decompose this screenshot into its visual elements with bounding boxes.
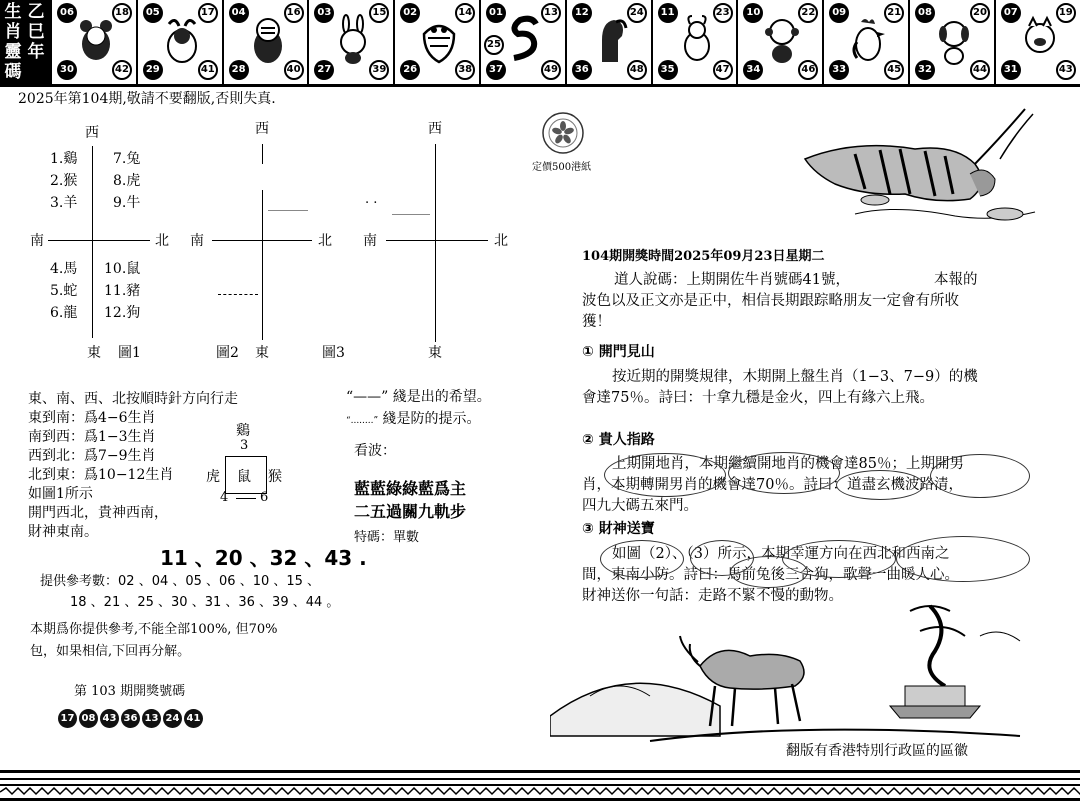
- zodiac-number: 02: [400, 3, 420, 23]
- zodiac-number: 26: [400, 60, 420, 80]
- landscape-illustration: [550, 596, 1030, 756]
- item-ox: 9.牛: [113, 195, 141, 211]
- zodiac-cell: [651, 0, 738, 84]
- ref-numbers: [40, 572, 320, 591]
- s3-line3: 財神送你一句話：走路不緊不慢的動物。: [582, 588, 843, 604]
- ref-line2: 18 、21 、25 、30 、31 、36 、39 、44 。: [70, 595, 340, 610]
- legend-solid-symbol: “——”: [346, 389, 389, 405]
- zodiac-number: 14: [455, 3, 475, 23]
- item-dragon: 6.龍: [50, 305, 78, 321]
- brand-title: 生肖靈碼: [4, 2, 22, 82]
- wave-title: 看波：: [354, 443, 396, 459]
- fig3-north: 北: [494, 233, 508, 249]
- ref-label: 提供參考數：: [40, 574, 119, 589]
- zodiac-number: 08: [915, 3, 935, 23]
- rule-line: 南到西：爲1−3生肖: [28, 429, 156, 445]
- fig2-west: 西: [255, 121, 269, 137]
- draw-ball: 41: [184, 709, 203, 728]
- item-pig: 11.豬: [104, 283, 141, 299]
- draw-ball: 13: [142, 709, 161, 728]
- rule-line: 如圖1所示: [28, 486, 93, 502]
- main-numbers: 11 、20 、32 、43 .: [160, 546, 367, 570]
- draw-time: 104期開獎時間2025年09月23日星期二: [582, 249, 825, 264]
- mini-center: 鼠: [237, 469, 251, 485]
- zodiac-number: 07: [1001, 3, 1021, 23]
- zodiac-cell: [994, 0, 1080, 84]
- mini-bottom-left: 4: [220, 490, 229, 505]
- item-horse: 4.馬: [50, 261, 78, 277]
- bottom-border: [0, 770, 1080, 801]
- zodiac-number: 35: [658, 60, 678, 80]
- zodiac-number: 17: [198, 3, 218, 23]
- item-snake: 5.蛇: [50, 283, 78, 299]
- zodiac-number: 13: [541, 3, 561, 23]
- ox-icon: [163, 14, 201, 66]
- zodiac-number: 43: [1056, 60, 1076, 80]
- zodiac-number: 16: [284, 3, 304, 23]
- fig2-east: 東: [255, 345, 269, 361]
- item-tiger: 8.虎: [113, 173, 141, 189]
- item-dog: 12.狗: [104, 305, 141, 321]
- note-line1: 本期爲你提供參考,不能全部100%, 但70%: [30, 622, 278, 637]
- zodiac-number: 41: [198, 60, 218, 80]
- fig2-north: 北: [318, 233, 332, 249]
- section1-body: [582, 367, 1032, 409]
- list-right-bottom: [104, 258, 140, 324]
- rabbit-icon: [334, 14, 372, 66]
- legend-dotted: [346, 408, 481, 432]
- zodiac-number: 18: [112, 3, 132, 23]
- mini-diagram: [204, 420, 304, 510]
- section2-title: ② 貴人指路: [582, 432, 655, 448]
- zodiac-cell: [822, 0, 909, 84]
- intro-line2: 波色以及正文亦是正中，相信長期跟踪略朋友一定會有所收: [582, 293, 959, 309]
- rat-icon: [77, 14, 115, 66]
- zodiac-cell: [479, 0, 566, 84]
- fig1-south: 南: [30, 233, 44, 249]
- zodiac-number: 20: [970, 3, 990, 23]
- fig3-west: 西: [428, 121, 442, 137]
- zodiac-number: 15: [369, 3, 389, 23]
- s2-line2: 肖，本期轉開男肖的機會達70％。詩曰：道盡玄機波路清，: [582, 477, 963, 493]
- s3-line1: 如圖（2）、（3）所示，本期幸運方向在西北和西南之: [612, 546, 950, 562]
- s2-line3: 四九大碼五來門。: [582, 498, 698, 514]
- zodiac-number: 36: [572, 60, 592, 80]
- zodiac-number: 30: [57, 60, 77, 80]
- rule-line: 開門西北，貴神西南，: [28, 505, 168, 521]
- intro-line1b: 本報的: [933, 272, 978, 288]
- draw-ball: 17: [58, 709, 77, 728]
- wave-line2: 二五過關九軌步: [354, 502, 467, 521]
- tiger-icon: [249, 14, 287, 66]
- zodiac-number: 31: [1001, 60, 1021, 80]
- section1-title: ① 開門見山: [582, 344, 655, 360]
- dragon-icon: [420, 14, 458, 66]
- zodiac-number: 33: [829, 60, 849, 80]
- fig1-north: 北: [155, 233, 169, 249]
- prev-draw-balls: [58, 706, 205, 728]
- zodiac-number: 48: [627, 60, 647, 80]
- item-rat: 10.鼠: [104, 261, 141, 277]
- legend-solid-text: 綫是出的希望。: [392, 389, 491, 405]
- fig2-south: 南: [190, 233, 204, 249]
- zodiac-cell: [136, 0, 223, 84]
- item-goat: 3.羊: [50, 195, 78, 211]
- s2-line1: 上期開地肖，本期繼續開地肖的機會達85％；上期開男: [612, 456, 964, 472]
- zodiac-number: 03: [314, 3, 334, 23]
- item-rabbit: 7.兔: [113, 151, 141, 167]
- zodiac-number: 25: [484, 35, 504, 55]
- list-right-top: [113, 148, 140, 214]
- item-rooster: 1.鷄: [50, 151, 78, 167]
- fig3-south: 南: [363, 233, 377, 249]
- legend-solid: [346, 386, 491, 408]
- zodiac-number: 27: [314, 60, 334, 80]
- zodiac-number: 10: [743, 3, 763, 23]
- zodiac-cell: [393, 0, 480, 84]
- mini-bottom-right: 6: [260, 490, 269, 505]
- zodiac-number: 38: [455, 60, 475, 80]
- rule-line: 西到北：爲7−9生肖: [28, 448, 156, 464]
- zodiac-number: 40: [284, 60, 304, 80]
- section3-title: ③ 財神送寶: [582, 521, 655, 537]
- draw-ball: 43: [100, 709, 119, 728]
- rooster-icon: [849, 14, 887, 66]
- wave-line1: 藍藍綠綠藍爲主: [354, 479, 467, 498]
- zodiac-cell: [222, 0, 309, 84]
- s3-line2: 間，東南小防。詩曰：馬前兔後三合狗，歌聲一曲暖人心。: [582, 567, 959, 583]
- snake-icon: [506, 14, 544, 66]
- mini-left: 虎: [206, 469, 220, 485]
- monkey-icon: [763, 14, 801, 66]
- goat-icon: [678, 14, 716, 66]
- draw-ball: 36: [121, 709, 140, 728]
- brand-block: [0, 0, 50, 84]
- ref-line1: 02 、04 、05 、06 、10 、15 、: [118, 574, 321, 589]
- draw-ball: 24: [163, 709, 182, 728]
- zodiac-number: 44: [970, 60, 990, 80]
- zodiac-number: 49: [541, 60, 561, 80]
- rules-intro: 東、南、西、北按順時針方向行走: [28, 391, 238, 407]
- horse-icon: [592, 14, 630, 66]
- mini-right: 猴: [268, 469, 282, 485]
- zodiac-number: 39: [369, 60, 389, 80]
- zodiac-number: 34: [743, 60, 763, 80]
- s1-line2: 會達75％。詩曰：十拿九穩是金火，四上有緣六上飛。: [582, 390, 934, 406]
- zodiac-cell: [307, 0, 394, 84]
- item-monkey: 2.猴: [50, 173, 78, 189]
- zodiac-number: 37: [486, 60, 506, 80]
- intro-paragraph: [582, 270, 1022, 333]
- zodiac-number: 29: [143, 60, 163, 80]
- zodiac-number: 47: [713, 60, 733, 80]
- footer-note: 翻版有香港特別行政區的區徽: [786, 743, 968, 759]
- fig3-label: 圖3: [322, 345, 345, 361]
- fig1-label: 圖1: [118, 345, 141, 361]
- zodiac-number: 42: [112, 60, 132, 80]
- fig1-east: 東: [87, 345, 101, 361]
- intro-line3: 獲！: [582, 314, 611, 330]
- fig3-east: 東: [428, 345, 442, 361]
- zodiac-number: 05: [143, 3, 163, 23]
- price-label: 定價500港紙: [532, 162, 592, 173]
- pig-icon: [1021, 14, 1059, 66]
- zodiac-cell: [50, 0, 137, 84]
- brand-year: 乙巳年: [27, 2, 45, 62]
- zodiac-number: 11: [658, 3, 678, 23]
- zodiac-number: 23: [713, 3, 733, 23]
- zodiac-cell: [736, 0, 823, 84]
- legend-dot-text: 綫是防的提示。: [382, 411, 481, 427]
- prev-draw-title: 第 103 期開獎號碼: [74, 684, 186, 699]
- dog-icon: [935, 14, 973, 66]
- mini-top: 鷄: [236, 423, 250, 439]
- compass-area: [0, 108, 540, 378]
- intro-line1: 道人說碼：上期開佐牛肖號碼41號，: [614, 272, 850, 288]
- tiger-illustration: [795, 104, 1065, 234]
- legend-dot-symbol: “........”: [346, 416, 379, 426]
- zodiac-number: 22: [798, 3, 818, 23]
- zodiac-number: 12: [572, 3, 592, 23]
- fig1-west: 西: [85, 125, 99, 141]
- zodiac-number: 01: [486, 3, 506, 23]
- fig3-dots: . .: [365, 192, 378, 207]
- zodiac-cell: [565, 0, 652, 84]
- zodiac-number: 45: [884, 60, 904, 80]
- zodiac-number: 09: [829, 3, 849, 23]
- zodiac-number: 24: [627, 3, 647, 23]
- note-line2: 包，如果相信,下回再分解。: [30, 644, 191, 659]
- zodiac-number: 46: [798, 60, 818, 80]
- zodiac-number: 21: [884, 3, 904, 23]
- hk-emblem: [538, 108, 588, 158]
- draw-ball: 08: [79, 709, 98, 728]
- rule-line: 北到東：爲10−12生肖: [28, 467, 174, 483]
- issue-notice: 2025年第104期,敬請不要翻版,否則失真.: [18, 91, 276, 107]
- list-left-top: [50, 148, 77, 214]
- special-code: 特碼：單數: [354, 530, 420, 545]
- zodiac-number: 06: [57, 3, 77, 23]
- zodiac-number: 04: [229, 3, 249, 23]
- zodiac-number: 28: [229, 60, 249, 80]
- zodiac-number: 19: [1056, 3, 1076, 23]
- zodiac-banner: [0, 0, 1080, 87]
- zodiac-cell: [908, 0, 995, 84]
- rule-line: 東到南：爲4−6生肖: [28, 410, 156, 426]
- list-left-bottom: [50, 258, 77, 324]
- mini-top-num: 3: [240, 438, 249, 453]
- rule-line: 財神東南。: [28, 524, 98, 540]
- fig2-label: 圖2: [216, 345, 239, 361]
- s1-line1: 按近期的開獎規律，木期開上盤生肖（1−3、7−9）的機: [612, 369, 978, 385]
- zodiac-number: 32: [915, 60, 935, 80]
